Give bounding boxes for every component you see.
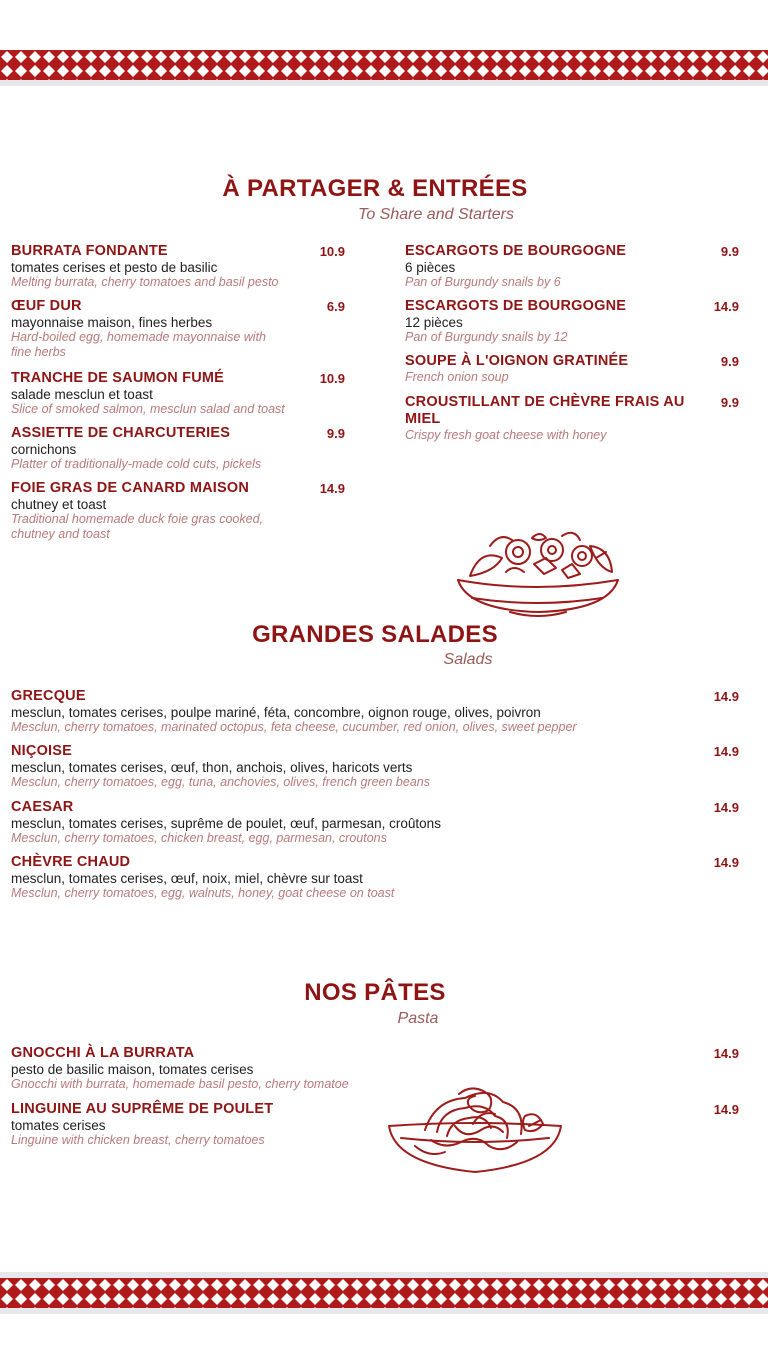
checker-border-bottom	[0, 1278, 768, 1308]
item-name: SOUPE À L'OIGNON GRATINÉE	[405, 353, 629, 369]
item-translation: Mesclun, cherry tomatoes, chicken breast, egg, parmesan, croutons	[11, 831, 387, 845]
item-price: 9.9	[720, 244, 739, 259]
pasta-title: NOS PÂTES	[304, 979, 446, 1006]
item-price: 14.9	[713, 855, 739, 870]
item-name: NIÇOISE	[11, 743, 73, 759]
item-description: mesclun, tomates cerises, œuf, noix, miel, chèvre sur toast	[11, 871, 363, 886]
menu-item	[11, 743, 739, 790]
menu-item	[405, 298, 739, 345]
item-translation: Slice of smoked salmon, mesclun salad and toast	[11, 402, 285, 416]
item-name: BURRATA FONDANTE	[11, 243, 168, 259]
item-name: ESCARGOTS DE BOURGOGNE	[405, 298, 627, 314]
menu-item	[405, 243, 739, 290]
item-price: 10.9	[319, 371, 345, 386]
item-price: 9.9	[326, 426, 345, 441]
item-description: pesto de basilic maison, tomates cerises	[11, 1062, 254, 1077]
item-description: salade mesclun et toast	[11, 387, 153, 402]
item-price: 9.9	[720, 395, 739, 410]
menu-item	[11, 799, 739, 846]
item-translation: Mesclun, cherry tomatoes, marinated octopus, feta cheese, cucumber, red onion, olives, sweet pepper	[11, 720, 577, 734]
item-translation: Mesclun, cherry tomatoes, egg, tuna, anchovies, olives, french green beans	[11, 775, 430, 789]
item-price: 14.9	[713, 1046, 739, 1061]
item-name: TRANCHE DE SAUMON FUMÉ	[11, 370, 225, 386]
item-price: 14.9	[713, 1102, 739, 1117]
item-description: 6 pièces	[405, 260, 456, 275]
item-description: 12 pièces	[405, 315, 463, 330]
starters-title: À PARTAGER & ENTRÉES	[222, 175, 528, 202]
item-name: CAESAR	[11, 799, 74, 815]
item-translation: Melting burrata, cherry tomatoes and basil pesto	[11, 275, 279, 289]
item-description: tomates cerises	[11, 1118, 106, 1133]
pasta-subtitle: Pasta	[397, 1010, 439, 1027]
menu-item	[11, 1045, 739, 1092]
menu-item	[11, 298, 345, 360]
menu-item	[405, 353, 739, 385]
item-price: 14.9	[713, 299, 739, 314]
item-translation: Linguine with chicken breast, cherry tomatoes	[11, 1133, 265, 1147]
item-name: ESCARGOTS DE BOURGOGNE	[405, 243, 627, 259]
salad-bowl-icon	[450, 528, 625, 625]
item-price: 14.9	[713, 744, 739, 759]
item-price: 14.9	[713, 689, 739, 704]
item-description: chutney et toast	[11, 497, 107, 512]
menu-item	[11, 480, 345, 542]
item-name: LINGUINE AU SUPRÊME DE POULET	[11, 1101, 274, 1117]
menu-item	[11, 1101, 739, 1148]
menu-item	[11, 688, 739, 735]
menu-item	[11, 370, 345, 417]
border-shadow	[0, 1272, 768, 1278]
item-name: FOIE GRAS DE CANARD MAISON	[11, 480, 250, 496]
item-description: mesclun, tomates cerises, poulpe mariné, féta, concombre, oignon rouge, olives, poivron	[11, 705, 541, 720]
item-description: mesclun, tomates cerises, suprême de poulet, œuf, parmesan, croûtons	[11, 816, 441, 831]
item-translation: Gnocchi with burrata, homemade basil pesto, cherry tomatoe	[11, 1077, 349, 1091]
item-translation: French onion soup	[405, 370, 509, 384]
checker-border-top	[0, 50, 768, 80]
item-translation: Pan of Burgundy snails by 12	[405, 330, 568, 344]
item-name: ASSIETTE DE CHARCUTERIES	[11, 425, 231, 441]
item-translation: Mesclun, cherry tomatoes, egg, walnuts, honey, goat cheese on toast	[11, 886, 395, 900]
item-name: CHÈVRE CHAUD	[11, 854, 131, 870]
item-translation: Platter of traditionally-made cold cuts, pickels	[11, 457, 262, 471]
checker-pattern-bottom	[0, 1278, 768, 1308]
item-translation: Traditional homemade duck foie gras cooked, chutney and toast	[11, 512, 263, 541]
item-price: 14.9	[713, 800, 739, 815]
item-name: ŒUF DUR	[11, 298, 82, 314]
menu-item	[11, 854, 739, 901]
menu-item	[11, 243, 345, 290]
checker-pattern-top	[0, 50, 768, 80]
item-translation: Pan of Burgundy snails by 6	[405, 275, 561, 289]
item-price: 10.9	[319, 244, 345, 259]
item-name: CROUSTILLANT DE CHÈVRE FRAIS AU MIEL	[405, 394, 685, 427]
item-price: 14.9	[319, 481, 345, 496]
item-description: tomates cerises et pesto de basilic	[11, 260, 218, 275]
item-translation: Crispy fresh goat cheese with honey	[405, 428, 607, 442]
salads-subtitle: Salads	[443, 651, 493, 668]
menu-item	[405, 394, 739, 443]
border-shadow	[0, 1308, 768, 1314]
item-name: GRECQUE	[11, 688, 86, 704]
item-description: mayonnaise maison, fines herbes	[11, 315, 213, 330]
item-price: 9.9	[720, 354, 739, 369]
salads-title: GRANDES SALADES	[252, 621, 498, 648]
starters-subtitle: To Share and Starters	[358, 206, 514, 223]
pasta-plate-icon	[385, 1080, 565, 1183]
menu-item	[11, 425, 345, 472]
item-description: mesclun, tomates cerises, œuf, thon, anchois, olives, haricots verts	[11, 760, 413, 775]
border-shadow	[0, 80, 768, 86]
item-translation: Hard-boiled egg, homemade mayonnaise with fine herbs	[11, 330, 267, 359]
item-price: 6.9	[326, 299, 345, 314]
item-name: GNOCCHI À LA BURRATA	[11, 1045, 195, 1061]
item-description: cornichons	[11, 442, 77, 457]
